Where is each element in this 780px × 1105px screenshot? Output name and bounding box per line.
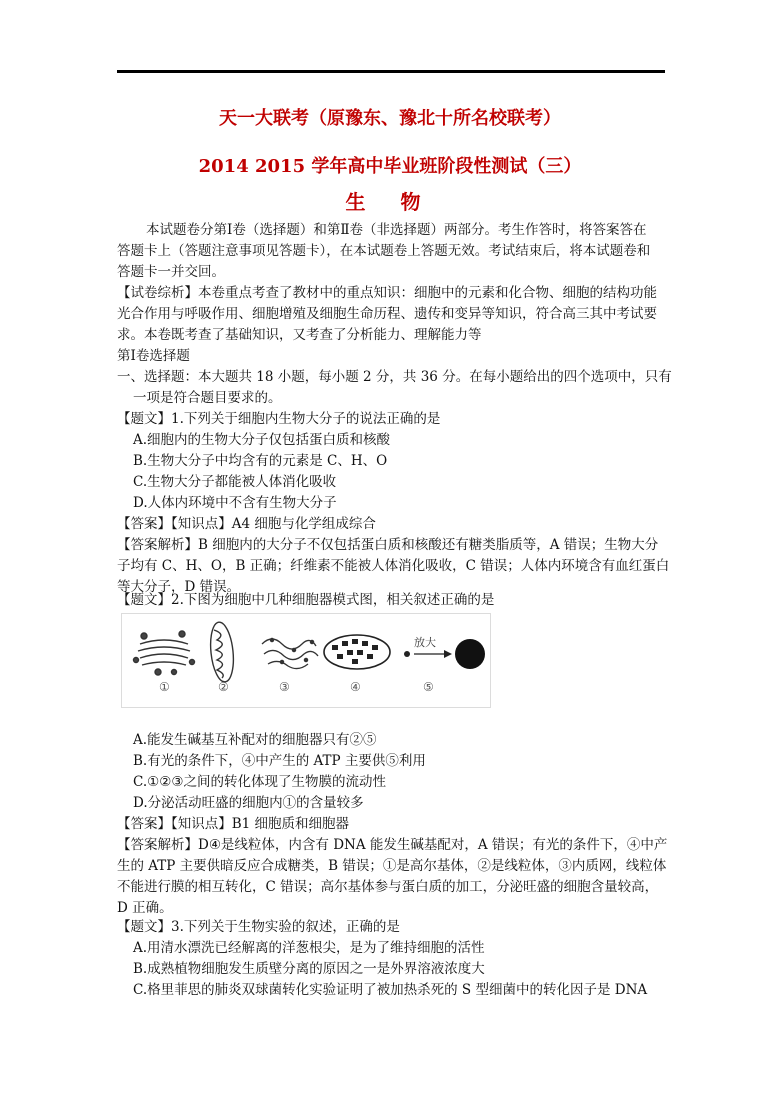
question-3-stem: 【题文】3.下列关于生物实验的叙述，正确的是	[117, 919, 400, 935]
section-heading: 第Ⅰ卷选择题	[117, 348, 190, 364]
q1-option-a: A.细胞内的生物大分子仅包括蛋白质和核酸	[133, 432, 391, 448]
q1-knowledge: 【答案】【知识点】A4 细胞与化学组成综合	[117, 516, 376, 532]
question-1-stem: 【题文】1.下列关于细胞内生物大分子的说法正确的是	[117, 411, 441, 427]
q3-option-c: C.格里菲思的肺炎双球菌转化实验证明了被加热杀死的 S 型细菌中的转化因子是 DNA	[133, 982, 648, 998]
q1-analysis: 【答案解析】B 细胞内的大分子不仅包括蛋白质和核酸还有糖类脂质等，A 错误；生物大分	[117, 537, 659, 553]
overview-line: 求。本卷既考查了基础知识，又考查了分析能力、理解能力等	[117, 327, 482, 343]
intro-line: 答题卡一并交回。	[117, 264, 225, 280]
endoplasmic-reticulum-icon	[262, 638, 318, 668]
q2-analysis: D 正确。	[117, 900, 173, 916]
q1-analysis: 子均有 C、H、O，B 正确；纤维素不能被人体消化吸收，C 错误；人体内环境含有血红蛋白	[117, 558, 670, 574]
q2-analysis: 【答案解析】D④是线粒体，内含有 DNA 能发生碱基配对，A 错误；有光的条件下，④中产	[117, 837, 668, 853]
q2-analysis: 不能进行膜的相互转化，C 错误；高尔基体参与蛋白质的加工，分泌旺盛的细胞含量较高，	[117, 879, 659, 895]
figure-label-1: ①	[159, 680, 170, 694]
golgi-apparatus-icon	[134, 631, 195, 675]
q2-option-d: D.分泌活动旺盛的细胞内①的含量较多	[133, 795, 364, 811]
intro-line: 答题卡上（答题注意事项见答题卡），在本试题卷上答题无效。考试结束后，将本试题卷和	[117, 243, 651, 259]
chloroplast-icon	[324, 635, 390, 669]
section-instructions: 一、选择题：本大题共 18 小题，每小题 2 分，共 36 分。在每小题给出的四个选项中，只有	[117, 369, 672, 385]
q2-option-c: C.①②③之间的转化体现了生物膜的流动性	[133, 774, 386, 790]
exam-subtitle: 2014 2015 学年高中毕业班阶段性测试（三）	[198, 156, 582, 177]
exam-title: 天一大联考（原豫东、豫北十所名校联考）	[219, 108, 561, 129]
q2-knowledge: 【答案】【知识点】B1 细胞质和细胞器	[117, 816, 350, 832]
q2-option-b: B.有光的条件下，④中产生的 ATP 主要供⑤利用	[133, 753, 426, 769]
q2-option-a: A.能发生碱基互补配对的细胞器只有②⑤	[133, 732, 377, 748]
q1-option-c: C.生物大分子都能被人体消化吸收	[133, 474, 337, 490]
top-rule	[117, 70, 665, 73]
q1-option-b: B.生物大分子中均含有的元素是 C、H、O	[133, 453, 388, 469]
figure-label-5: ⑤	[423, 680, 434, 694]
subject-title: 生 物	[345, 190, 435, 214]
organelle-figure	[121, 613, 491, 708]
q3-option-b: B.成熟植物细胞发生质壁分离的原因之一是外界溶液浓度大	[133, 961, 485, 977]
intro-line: 本试题卷分第Ⅰ卷（选择题）和第Ⅱ卷（非选择题）两部分。考生作答时，将答案答在	[146, 222, 647, 238]
figure-label-3: ③	[279, 680, 290, 694]
overview-line: 【试卷综析】本卷重点考查了教材中的重点知识：细胞中的元素和化合物、细胞的结构功能	[117, 285, 657, 301]
figure-label-4: ④	[350, 680, 361, 694]
q1-option-d: D.人体内环境中不含有生物大分子	[133, 495, 337, 511]
question-2-stem: 【题文】2.下图为细胞中几种细胞器模式图，相关叙述正确的是	[117, 592, 495, 608]
overview-line: 光合作用与呼吸作用、细胞增殖及细胞生命历程、遗传和变异等知识，符合高三其中考试要	[117, 306, 657, 322]
organelle-diagram	[122, 614, 490, 707]
mitochondrion-icon	[208, 621, 236, 683]
figure-label-2: ②	[218, 680, 229, 694]
magnify-caption: 放大	[414, 636, 436, 649]
q1-analysis: 等大分子，D 错误。	[117, 579, 241, 595]
q2-analysis: 生的 ATP 主要供暗反应合成糖类，B 错误；①是高尔基体，②是线粒体，③内质网，线粒体	[117, 858, 667, 874]
q3-option-a: A.用清水漂洗已经解离的洋葱根尖，是为了维持细胞的活性	[133, 940, 485, 956]
section-instructions: 一项是符合题目要求的。	[133, 390, 282, 406]
